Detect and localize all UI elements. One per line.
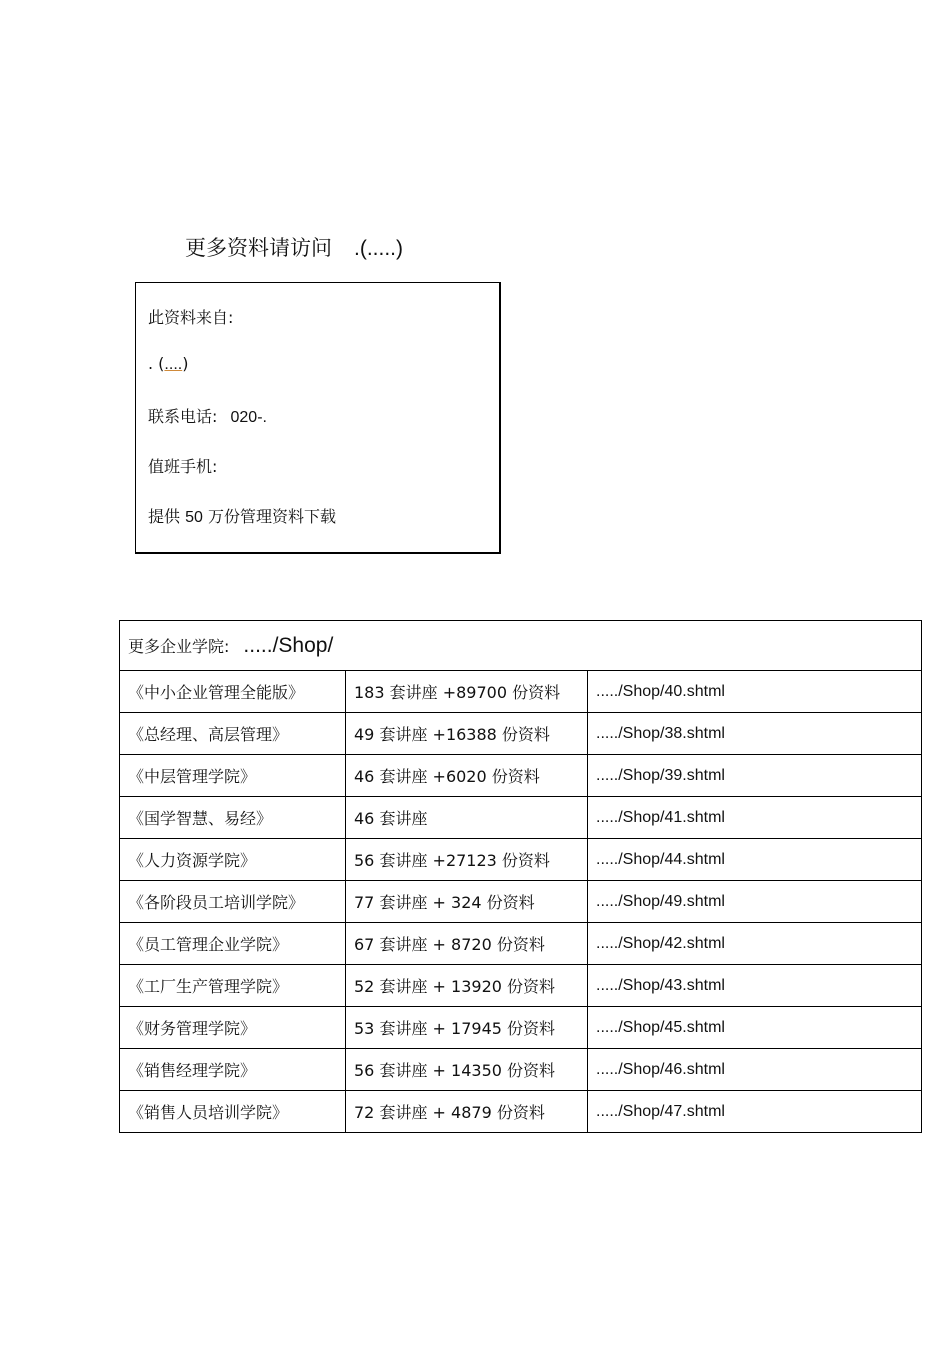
course-name: 《员工管理企业学院》: [120, 923, 346, 965]
course-count: 53 套讲座 + 17945 份资料: [346, 1007, 588, 1049]
course-count: 67 套讲座 + 8720 份资料: [346, 923, 588, 965]
course-link[interactable]: ...../Shop/47.shtml: [588, 1091, 922, 1133]
table-row: [120, 797, 922, 839]
course-name: 《各阶段员工培训学院》: [120, 881, 346, 923]
offer-prefix: 提供: [148, 507, 181, 526]
course-count: 49 套讲座 +16388 份资料: [346, 713, 588, 755]
course-name: 《销售经理学院》: [120, 1049, 346, 1091]
heading-text: 更多资料请访问: [185, 236, 332, 260]
heading-url-link[interactable]: .(.....): [354, 237, 403, 260]
table-row: [120, 839, 922, 881]
course-link[interactable]: ...../Shop/42.shtml: [588, 923, 922, 965]
table-row: [120, 881, 922, 923]
academy-header-row: [120, 621, 922, 671]
course-name: 《总经理、高层管理》: [120, 713, 346, 755]
source-url-link[interactable]: ....: [164, 356, 183, 373]
table-row: [120, 755, 922, 797]
course-link[interactable]: ...../Shop/43.shtml: [588, 965, 922, 1007]
course-link[interactable]: ...../Shop/49.shtml: [588, 881, 922, 923]
course-name: 《工厂生产管理学院》: [120, 965, 346, 1007]
academy-header-cell: [120, 621, 922, 671]
mobile-label: 值班手机:: [148, 457, 218, 476]
offer-number: 50: [185, 509, 203, 526]
course-link[interactable]: ...../Shop/40.shtml: [588, 671, 922, 713]
source-url[interactable]: [148, 354, 188, 374]
table-row: [120, 965, 922, 1007]
academy-header-label: 更多企业学院:: [128, 636, 230, 656]
source-label: 此资料来自:: [148, 308, 234, 327]
table-row: [120, 1049, 922, 1091]
source-url-prefix: . (: [148, 354, 165, 373]
course-count: 46 套讲座 +6020 份资料: [346, 755, 588, 797]
course-name: 《国学智慧、易经》: [120, 797, 346, 839]
phone-label: 联系电话:: [148, 407, 218, 426]
table-row: [120, 713, 922, 755]
course-count: 46 套讲座: [346, 797, 588, 839]
course-count: 183 套讲座 +89700 份资料: [346, 671, 588, 713]
course-count: 77 套讲座 + 324 份资料: [346, 881, 588, 923]
offer-suffix: 万份管理资料下载: [208, 507, 337, 526]
course-link[interactable]: ...../Shop/39.shtml: [588, 755, 922, 797]
page-heading: [185, 232, 403, 262]
course-count: 56 套讲座 +27123 份资料: [346, 839, 588, 881]
course-link[interactable]: ...../Shop/45.shtml: [588, 1007, 922, 1049]
source-info-box: [135, 282, 501, 554]
academy-header-url[interactable]: ...../Shop/: [243, 633, 334, 657]
academy-table: [119, 620, 922, 1133]
course-name: 《人力资源学院》: [120, 839, 346, 881]
table-row: [120, 1091, 922, 1133]
source-url-suffix: ): [182, 354, 189, 373]
course-count: 56 套讲座 + 14350 份资料: [346, 1049, 588, 1091]
table-row: [120, 923, 922, 965]
course-link[interactable]: ...../Shop/46.shtml: [588, 1049, 922, 1091]
phone-line: [148, 404, 267, 427]
table-row: [120, 1007, 922, 1049]
course-name: 《销售人员培训学院》: [120, 1091, 346, 1133]
course-count: 52 套讲座 + 13920 份资料: [346, 965, 588, 1007]
course-link[interactable]: ...../Shop/44.shtml: [588, 839, 922, 881]
table-row: [120, 671, 922, 713]
course-name: 《中小企业管理全能版》: [120, 671, 346, 713]
course-count: 72 套讲座 + 4879 份资料: [346, 1091, 588, 1133]
course-link[interactable]: ...../Shop/41.shtml: [588, 797, 922, 839]
course-name: 《财务管理学院》: [120, 1007, 346, 1049]
offer-line: [148, 504, 336, 527]
course-name: 《中层管理学院》: [120, 755, 346, 797]
phone-value: 020-.: [230, 409, 267, 426]
course-link[interactable]: ...../Shop/38.shtml: [588, 713, 922, 755]
